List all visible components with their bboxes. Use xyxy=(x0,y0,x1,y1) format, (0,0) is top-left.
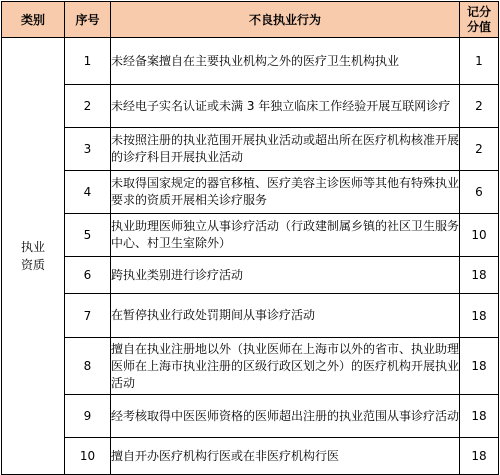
category-cell xyxy=(2,38,65,475)
row-number: 3 xyxy=(65,128,111,171)
row-score: 2 xyxy=(460,85,499,128)
row-number: 5 xyxy=(65,214,111,257)
header-score-label: 记分分值 xyxy=(466,4,491,34)
table-row xyxy=(2,128,499,171)
table-row xyxy=(2,171,499,214)
row-description: 未按照注册的执业范围开展执业活动或超出所在医疗机构核准开展的诊疗科目开展执业活动 xyxy=(111,128,460,171)
row-score: 18 xyxy=(460,395,499,438)
table-row xyxy=(2,214,499,257)
row-number: 7 xyxy=(65,294,111,338)
header-behavior: 不良执业行为 xyxy=(111,2,460,38)
header-score xyxy=(460,2,499,38)
row-score: 6 xyxy=(460,171,499,214)
row-score: 1 xyxy=(460,38,499,85)
row-number: 1 xyxy=(65,38,111,85)
table-row xyxy=(2,257,499,294)
table-row xyxy=(2,294,499,338)
row-score: 2 xyxy=(460,128,499,171)
header-category: 类别 xyxy=(2,2,65,38)
header-number: 序号 xyxy=(65,2,111,38)
row-score: 18 xyxy=(460,294,499,338)
row-description: 未取得国家规定的器官移植、医疗美容主诊医师等其他有特殊执业要求的资质开展相关诊疗服务 xyxy=(111,171,460,214)
row-description: 未经备案擅自在主要执业机构之外的医疗卫生机构执业 xyxy=(111,38,460,85)
row-score: 18 xyxy=(460,257,499,294)
header-row xyxy=(2,2,499,38)
row-description: 未经电子实名认证或未满 3 年独立临床工作经验开展互联网诊疗 xyxy=(111,85,460,128)
bad-practice-score-table xyxy=(1,1,499,475)
row-number: 6 xyxy=(65,257,111,294)
table-row xyxy=(2,438,499,475)
table-row xyxy=(2,395,499,438)
row-number: 4 xyxy=(65,171,111,214)
row-description: 在暂停执业行政处罚期间从事诊疗活动 xyxy=(111,294,460,338)
row-description: 跨执业类别进行诊疗活动 xyxy=(111,257,460,294)
row-score: 18 xyxy=(460,438,499,475)
table-row xyxy=(2,38,499,85)
row-number: 9 xyxy=(65,395,111,438)
row-score: 10 xyxy=(460,214,499,257)
row-number: 8 xyxy=(65,338,111,395)
row-number: 2 xyxy=(65,85,111,128)
row-description: 擅自开办医疗机构行医或在非医疗机构行医 xyxy=(111,438,460,475)
row-number: 10 xyxy=(65,438,111,475)
table-row xyxy=(2,85,499,128)
category-label: 执业资质 xyxy=(20,240,45,272)
table-row xyxy=(2,338,499,395)
row-score: 18 xyxy=(460,338,499,395)
row-description: 执业助理医师独立从事诊疗活动（行政建制属乡镇的社区卫生服务中心、村卫生室除外） xyxy=(111,214,460,257)
row-description: 经考核取得中医医师资格的医师超出注册的执业范围从事诊疗活动 xyxy=(111,395,460,438)
row-description: 擅自在执业注册地以外（执业医师在上海市以外的省市、执业助理医师在上海市执业注册的区级行政区划之外）的医疗机构开展执业活动 xyxy=(111,338,460,395)
